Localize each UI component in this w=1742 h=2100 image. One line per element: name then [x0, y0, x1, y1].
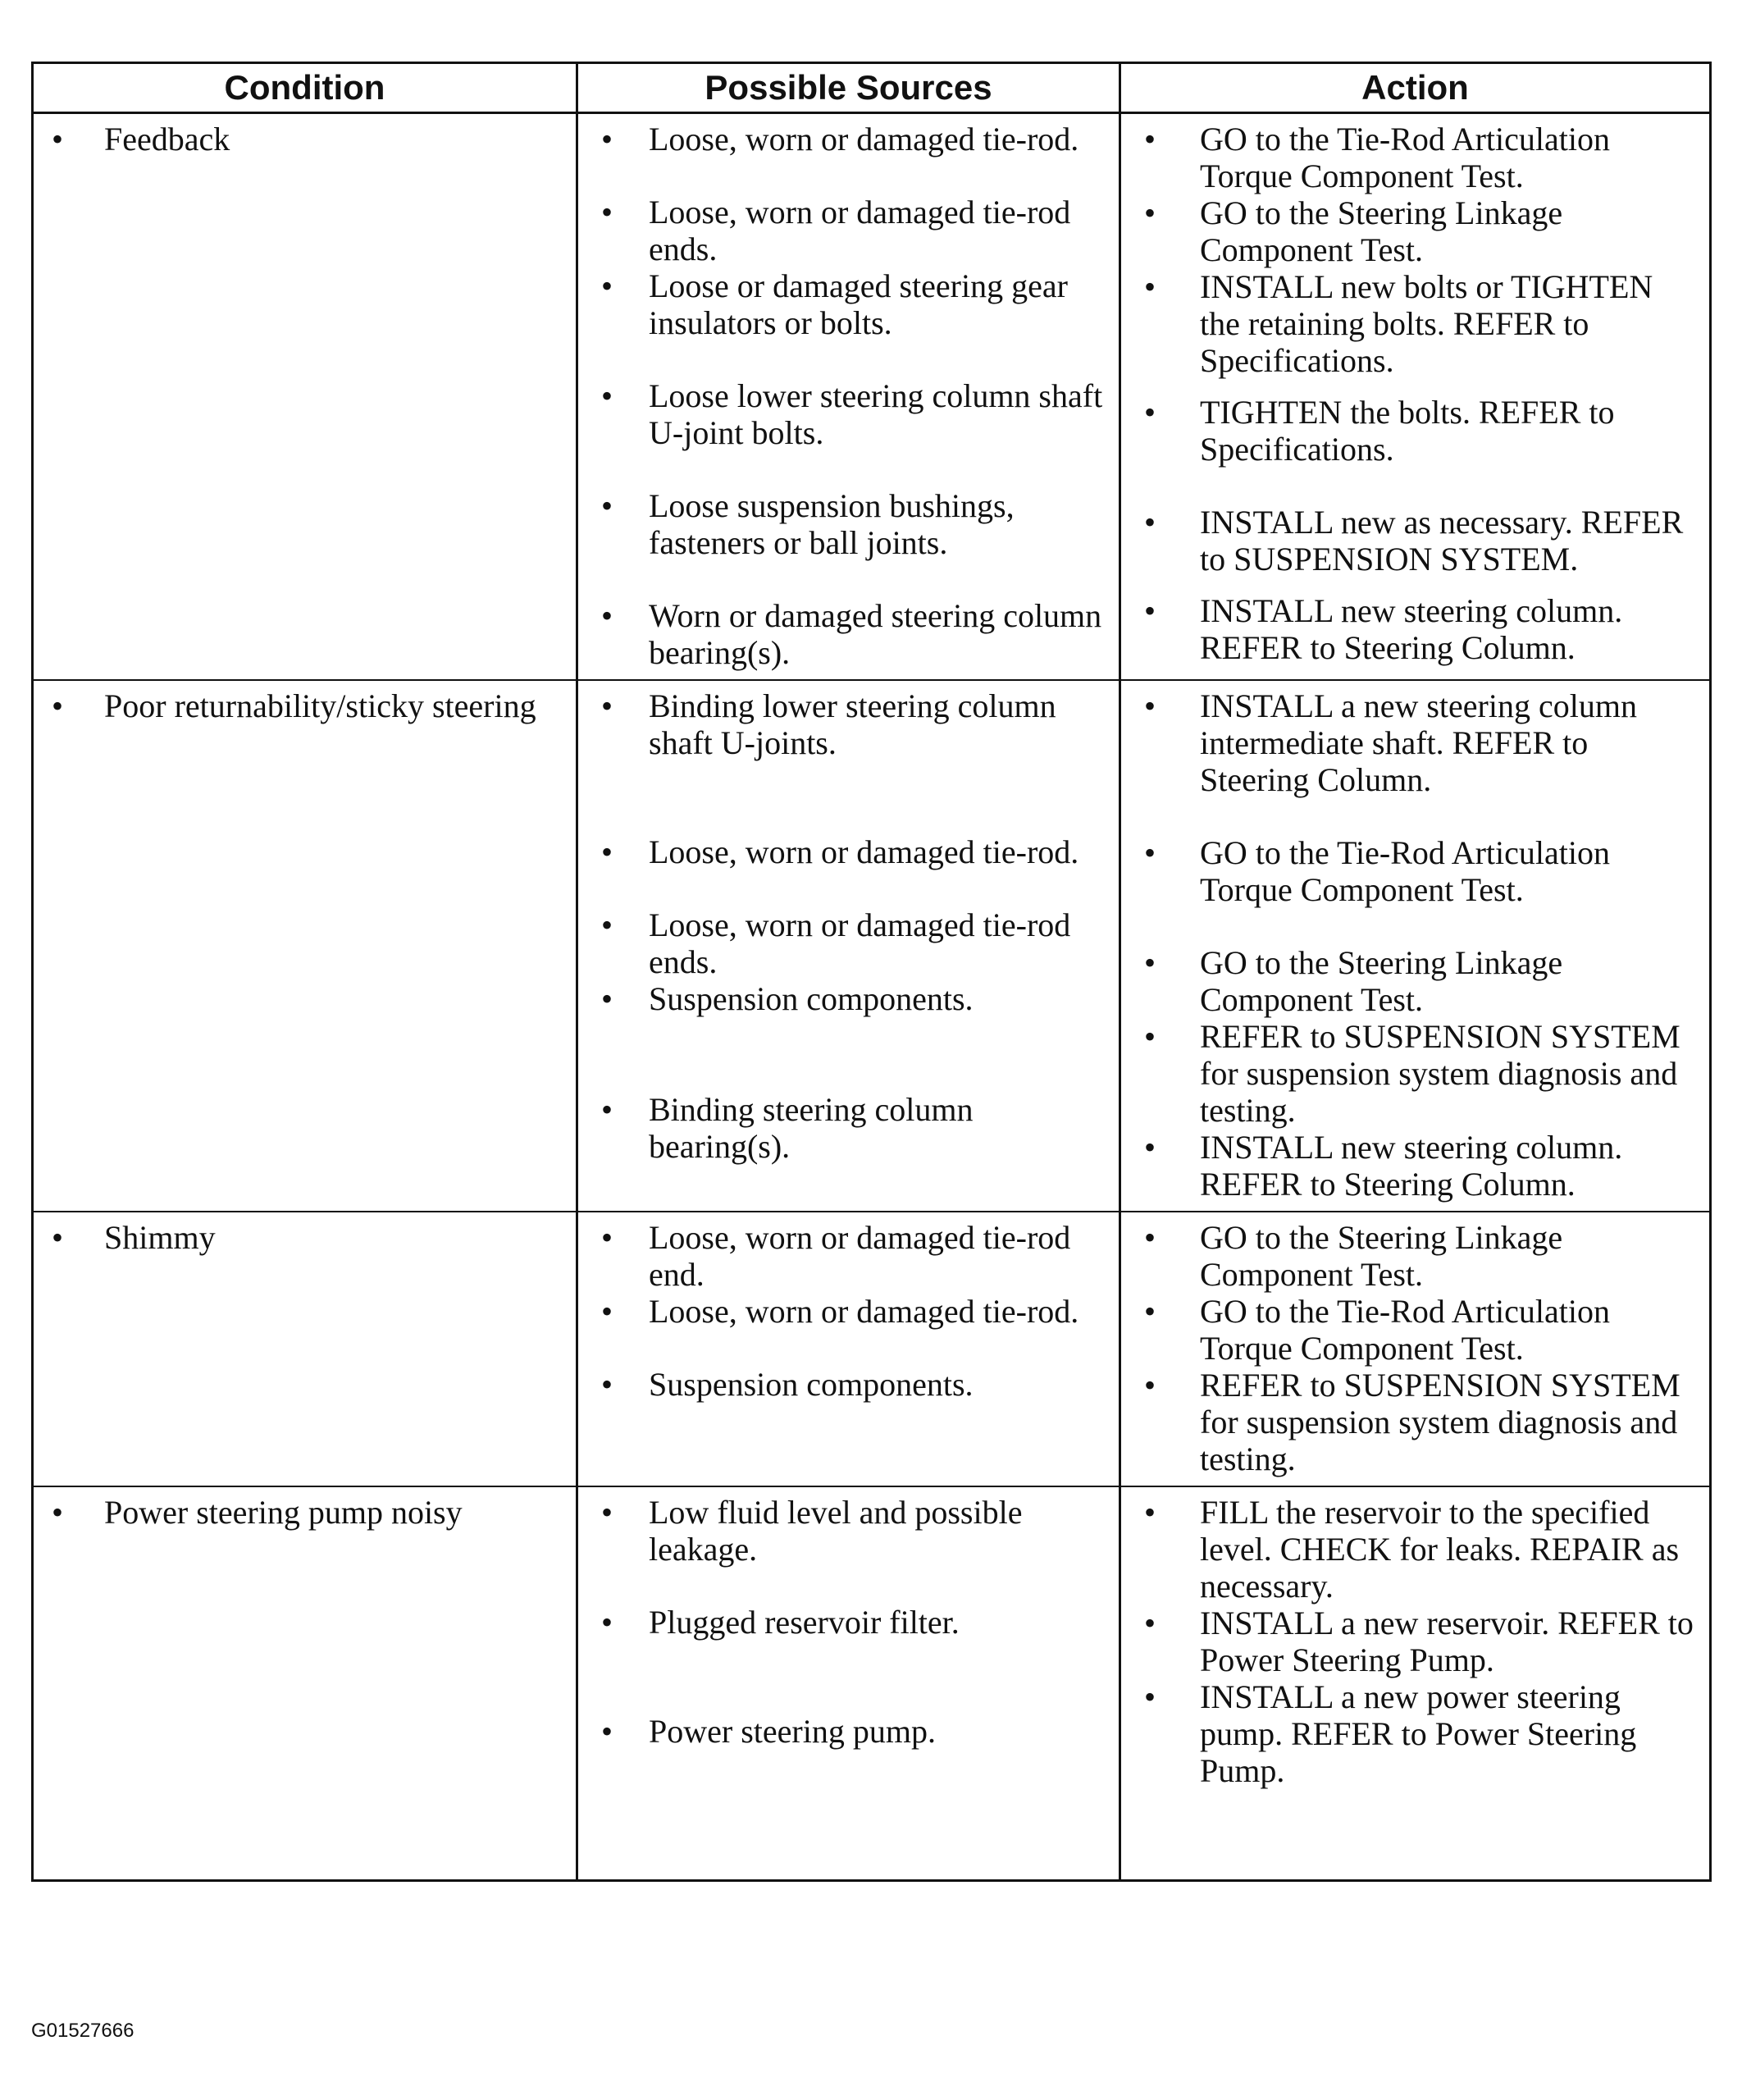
action-cell	[1120, 113, 1711, 681]
sources-cell	[577, 1486, 1120, 1881]
source-item: • Loose, worn or damaged tie-rod ends.	[578, 194, 1119, 267]
header-action: Action	[1120, 63, 1711, 113]
table-row-shimmy	[33, 1212, 1711, 1486]
source-item: • Loose suspension bushings, fasteners or ball joints.	[578, 487, 1119, 561]
source-item: • Loose lower steering column shaft U-joint bolts.	[578, 377, 1119, 451]
action-item: • INSTALL new steering column. REFER to Steering Column.	[1121, 592, 1709, 666]
condition-text: • Power steering pump noisy	[34, 1494, 576, 1531]
source-item: • Binding lower steering column shaft U-joints.	[578, 687, 1119, 761]
action-item: • GO to the Steering Linkage Component Test.	[1121, 944, 1709, 1018]
source-item: • Loose, worn or damaged tie-rod ends.	[578, 906, 1119, 980]
header-possible-sources: Possible Sources	[577, 63, 1120, 113]
condition-cell	[33, 680, 577, 1212]
action-item: • INSTALL a new steering column intermediate shaft. REFER to Steering Column.	[1121, 687, 1709, 798]
source-item: • Power steering pump.	[578, 1713, 1119, 1750]
source-item: • Loose, worn or damaged tie-rod.	[578, 1293, 1119, 1330]
action-item: • REFER to SUSPENSION SYSTEM for suspension system diagnosis and testing.	[1121, 1018, 1709, 1129]
condition-cell	[33, 1212, 577, 1486]
sources-cell	[577, 113, 1120, 681]
action-item: • INSTALL new as necessary. REFER to SUSPENSION SYSTEM.	[1121, 504, 1709, 578]
action-item: • FILL the reservoir to the specified level. CHECK for leaks. REPAIR as necessary.	[1121, 1494, 1709, 1605]
action-item: • INSTALL new steering column. REFER to Steering Column.	[1121, 1129, 1709, 1203]
table-row-feedback	[33, 113, 1711, 681]
source-item: • Binding steering column bearing(s).	[578, 1091, 1119, 1165]
source-item: • Loose, worn or damaged tie-rod.	[578, 833, 1119, 870]
action-item: • INSTALL new bolts or TIGHTEN the retaining bolts. REFER to Specifications.	[1121, 268, 1709, 379]
source-item: • Suspension components.	[578, 1366, 1119, 1403]
action-cell	[1120, 1212, 1711, 1486]
source-item: • Loose or damaged steering gear insulators or bolts.	[578, 267, 1119, 341]
action-item: • GO to the Tie-Rod Articulation Torque Component Test.	[1121, 121, 1709, 194]
sources-cell	[577, 1212, 1120, 1486]
source-item: • Plugged reservoir filter.	[578, 1604, 1119, 1641]
action-item: • INSTALL a new reservoir. REFER to Power Steering Pump.	[1121, 1605, 1709, 1678]
condition-text: • Poor returnability/sticky steering	[34, 687, 576, 724]
condition-text: • Shimmy	[34, 1219, 576, 1256]
condition-cell	[33, 113, 577, 681]
action-cell	[1120, 680, 1711, 1212]
source-item: • Low fluid level and possible leakage.	[578, 1494, 1119, 1568]
action-cell	[1120, 1486, 1711, 1881]
action-item: • TIGHTEN the bolts. REFER to Specifications.	[1121, 394, 1709, 468]
action-item: • GO to the Tie-Rod Articulation Torque Component Test.	[1121, 834, 1709, 908]
sources-cell	[577, 680, 1120, 1212]
condition-text: • Feedback	[34, 121, 576, 158]
source-item: • Suspension components.	[578, 980, 1119, 1017]
action-item: • INSTALL a new power steering pump. REFER to Power Steering Pump.	[1121, 1678, 1709, 1789]
action-item: • GO to the Tie-Rod Articulation Torque Component Test.	[1121, 1293, 1709, 1367]
table-row-pump-noisy	[33, 1486, 1711, 1881]
source-item: • Loose, worn or damaged tie-rod.	[578, 121, 1119, 158]
action-item: • GO to the Steering Linkage Component Test.	[1121, 1219, 1709, 1293]
source-item: • Worn or damaged steering column bearing(s).	[578, 597, 1119, 671]
table-row-poor-returnability	[33, 680, 1711, 1212]
condition-cell	[33, 1486, 577, 1881]
header-row	[33, 63, 1711, 113]
action-item: • REFER to SUSPENSION SYSTEM for suspension system diagnosis and testing.	[1121, 1367, 1709, 1477]
action-item: • GO to the Steering Linkage Component Test.	[1121, 194, 1709, 268]
diagnosis-table	[31, 62, 1712, 1882]
header-condition: Condition	[33, 63, 577, 113]
figure-id-label: G01527666	[31, 2020, 135, 2042]
source-item: • Loose, worn or damaged tie-rod end.	[578, 1219, 1119, 1293]
